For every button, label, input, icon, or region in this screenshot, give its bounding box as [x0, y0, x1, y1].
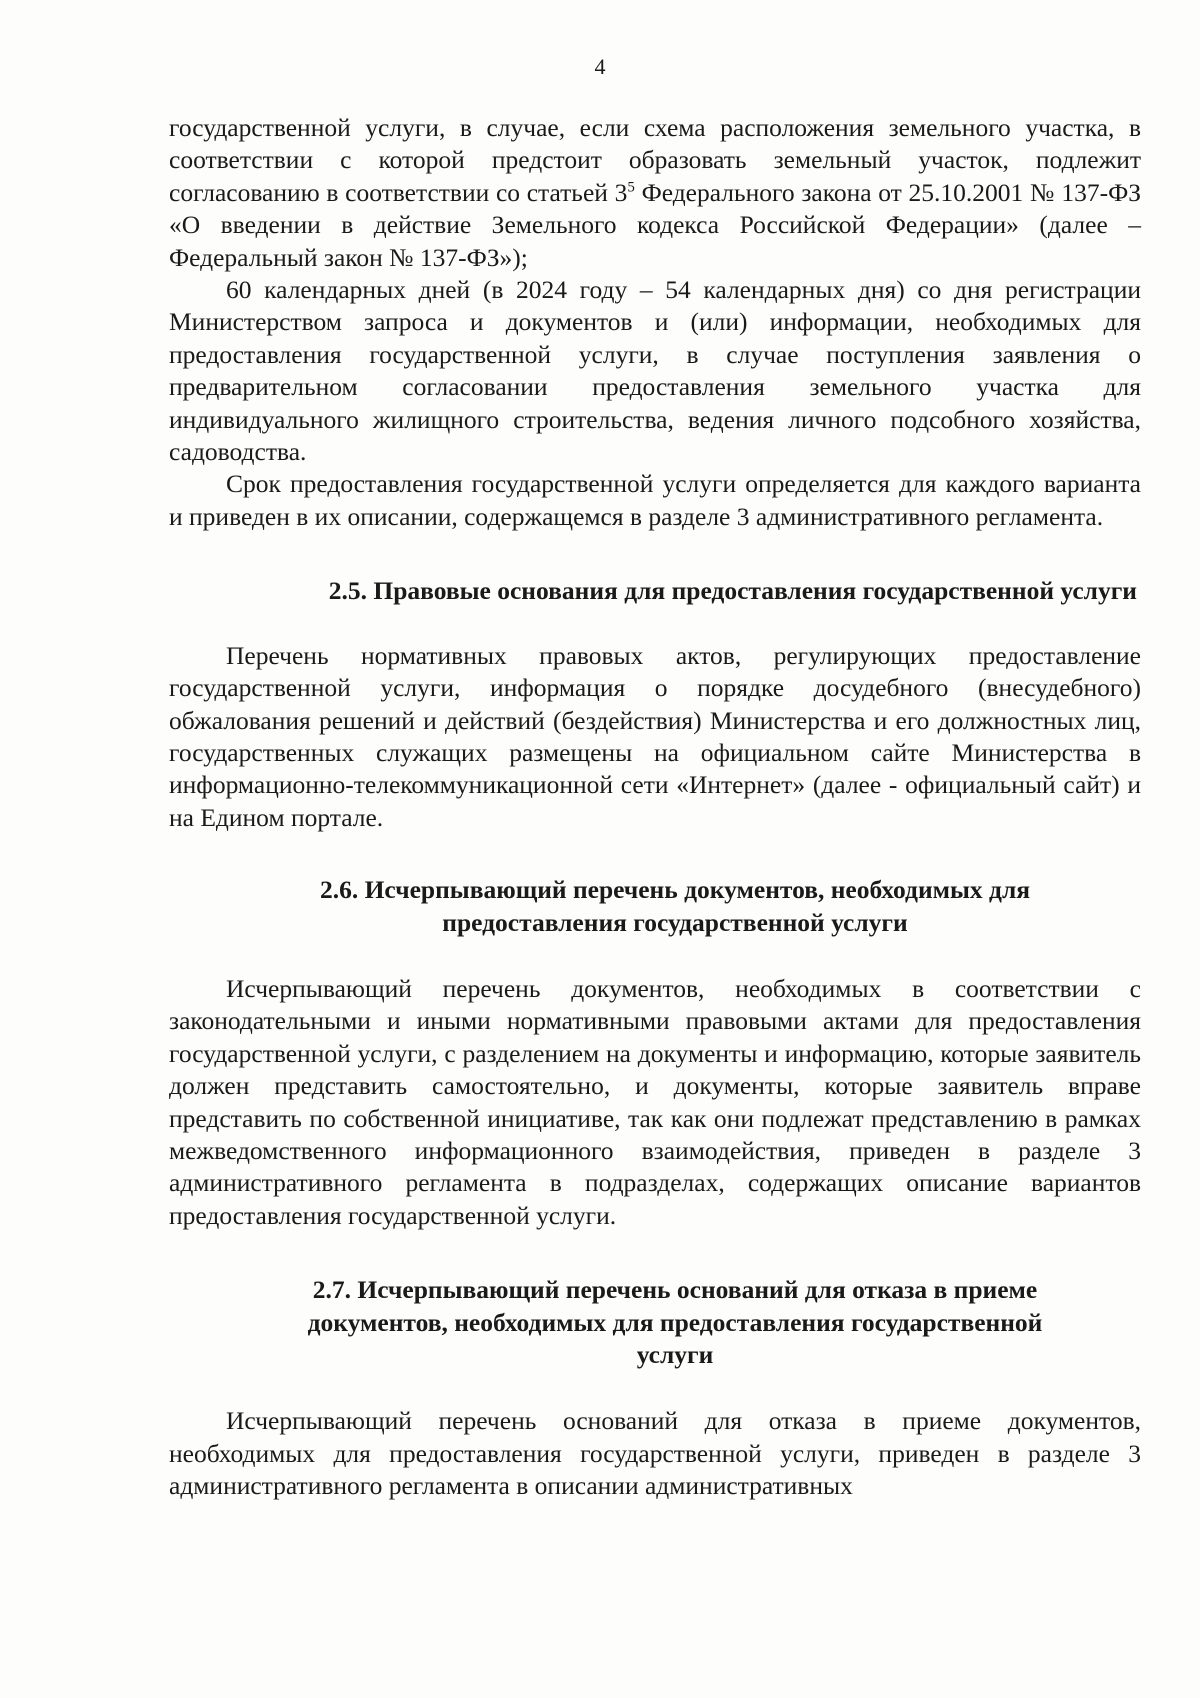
- paragraph-documents-list: Исчерпывающий перечень документов, необходимых в соответствии с законодательными и иными нормативными правовыми актами для предоставления государственной услуги, с разделением на документы и информацию, которые заявитель должен представить самостоятельно, и документы, которые заявитель вправе представить по собственной инициативе, так как они подлежат представлению в рамках межведомственного информационного взаимодействия, приведен в разделе 3 административного регламента в подразделах, содержащих описание вариантов предоставления государственной услуги.: [169, 973, 1141, 1230]
- paragraph-text: государственной услуги, в случае, если схема расположения земельного участка, в соответствии с которой предстоит образовать земельный участок, подлежит согласованию в соответствии со статьей 3: [169, 113, 1141, 207]
- document-body: [169, 112, 1141, 1503]
- superscript: 5: [627, 179, 635, 196]
- paragraph-service-term-approval: [169, 112, 1141, 274]
- paragraph-service-term: Срок предоставления государственной услуги определяется для каждого варианта и приведен в их описании, содержащемся в разделе 3 административного регламента.: [169, 469, 1141, 531]
- section-heading-2-6: [169, 874, 1141, 939]
- heading-line: документов, необходимых для предоставления государственной: [307, 1307, 1043, 1337]
- section-heading-2-5: 2.5. Правовые основания для предоставления государственной услуги: [328, 576, 1137, 606]
- page-number: 4: [594, 54, 606, 79]
- paragraph-legal-basis: Перечень нормативных правовых актов, регулирующих предоставление государственной услуги, информация о порядке досудебного (внесудебного) обжалования решений и действий (бездействия) Министерства и его должностных лиц, государственных служащих размещены на официальном сайте Министерства в информационно-телекоммуникационной сети «Интернет» (далее - официальный сайт) и на Едином портале.: [169, 640, 1141, 832]
- paragraph-60-days: 60 календарных дней (в 2024 году – 54 календарных дня) со дня регистрации Министерством запроса и документов и (или) информации, необходимых для предоставления государственной услуги, в случае поступления заявления о предварительном согласовании предоставления земельного участка для индивидуального жилищного строительства, ведения личного подсобного хозяйства, садоводства.: [169, 275, 1141, 467]
- heading-line: 2.6. Исчерпывающий перечень документов, необходимых для: [319, 875, 1031, 905]
- heading-line: услуги: [636, 1340, 714, 1369]
- paragraph-refusal-grounds: Исчерпывающий перечень оснований для отказа в приеме документов, необходимых для предоставления государственной услуги, приведен в разделе 3 административного регламента в описании административных: [169, 1406, 1141, 1501]
- heading-line: предоставления государственной услуги: [442, 907, 908, 937]
- section-heading-2-7: [169, 1274, 1141, 1371]
- paragraph-text: Федерального закона от 25.10.2001 № 137-ФЗ «О введении в действие Земельного кодекса Российской Федерации» (далее – Федеральный закон № 137-ФЗ»);: [169, 177, 1141, 272]
- heading-line: 2.7. Исчерпывающий перечень оснований для отказа в приеме: [312, 1275, 1038, 1305]
